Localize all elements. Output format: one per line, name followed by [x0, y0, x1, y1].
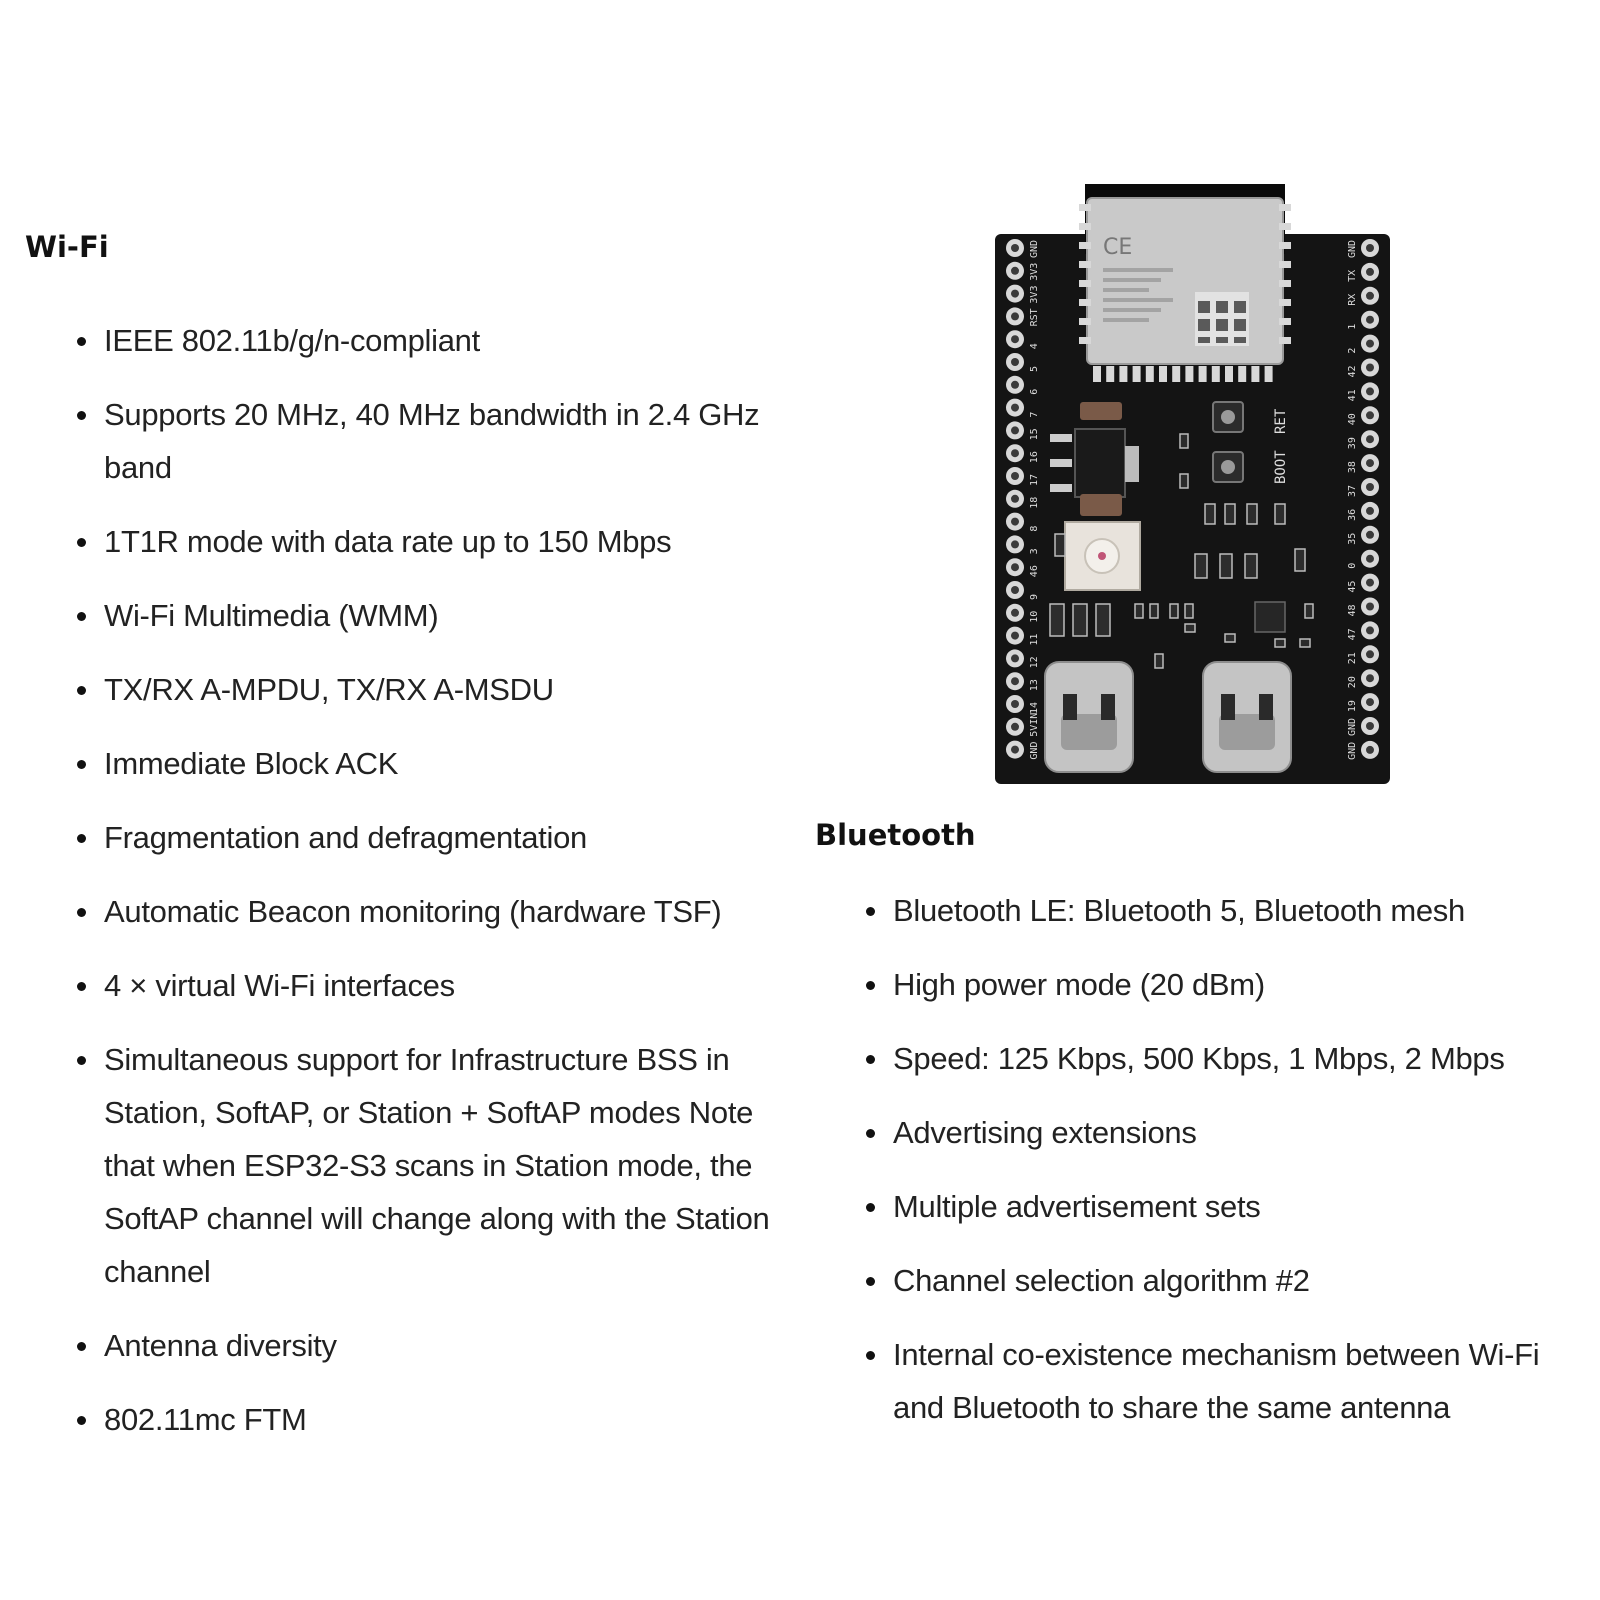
usb-c-contact	[1101, 694, 1115, 720]
pin-label: RST	[1029, 308, 1040, 327]
pin-label: 19	[1347, 700, 1358, 713]
pin-label: 8	[1029, 525, 1040, 532]
smd-component	[1180, 434, 1188, 448]
qr-cell	[1234, 307, 1240, 313]
castellated-pad	[1185, 366, 1193, 382]
smd-component	[1185, 604, 1193, 618]
pad-hole	[1366, 411, 1374, 419]
pad-hole	[1366, 483, 1374, 491]
pad-hole	[1366, 555, 1374, 563]
wifi-heading: Wi-Fi	[25, 230, 109, 264]
esp32-s3-board-image	[985, 184, 1400, 789]
pin-label: 10	[1029, 610, 1040, 623]
qr-cell	[1216, 325, 1222, 331]
pin-label: 13	[1029, 679, 1040, 692]
castellated-pad	[1079, 337, 1091, 344]
smd-component	[1073, 604, 1087, 636]
pin-label: 39	[1347, 437, 1358, 450]
qr-cell	[1222, 325, 1228, 331]
smd-component	[1205, 504, 1215, 524]
list-item: Speed: 125 Kbps, 500 Kbps, 1 Mbps, 2 Mbps	[866, 1032, 1571, 1085]
qr-cell	[1240, 319, 1246, 325]
pad-hole	[1366, 459, 1374, 467]
castellated-pad	[1119, 366, 1127, 382]
module-text-line	[1103, 288, 1149, 292]
pad-hole	[1011, 563, 1019, 571]
list-item: Fragmentation and defragmentation	[77, 811, 797, 864]
capacitor	[1080, 402, 1122, 420]
smd-component	[1275, 639, 1285, 647]
pad-hole	[1011, 358, 1019, 366]
pad-hole	[1366, 698, 1374, 706]
pad-hole	[1366, 674, 1374, 682]
castellated-pad	[1079, 242, 1091, 249]
castellated-pad	[1159, 366, 1167, 382]
pin-label: 46	[1029, 565, 1040, 578]
pad-hole	[1366, 364, 1374, 372]
wifi-feature-list	[77, 314, 797, 1467]
qr-cell	[1222, 307, 1228, 313]
qr-cell	[1234, 301, 1240, 307]
castellated-pad	[1212, 366, 1220, 382]
pad-hole	[1366, 244, 1374, 252]
qr-cell	[1216, 301, 1222, 307]
pin-label: 3	[1029, 548, 1040, 555]
list-item: Channel selection algorithm #2	[866, 1254, 1571, 1307]
castellated-pad	[1225, 366, 1233, 382]
qr-cell	[1198, 301, 1204, 307]
pad-hole	[1011, 723, 1019, 731]
qr-cell	[1204, 301, 1210, 307]
smd-component	[1295, 549, 1305, 571]
pad-hole	[1366, 435, 1374, 443]
list-item: Bluetooth LE: Bluetooth 5, Bluetooth mesh	[866, 884, 1571, 937]
pin-label: 0	[1347, 562, 1358, 569]
castellated-pad	[1079, 223, 1091, 230]
qr-cell	[1222, 319, 1228, 325]
boot-button-cap	[1221, 410, 1235, 424]
pad-hole	[1366, 603, 1374, 611]
list-item: Wi-Fi Multimedia (WMM)	[77, 589, 797, 642]
castellated-pad	[1238, 366, 1246, 382]
list-item: TX/RX A-MPDU, TX/RX A-MSDU	[77, 663, 797, 716]
list-item: Antenna diversity	[77, 1319, 797, 1372]
pin-label: 21	[1347, 652, 1358, 665]
qr-cell	[1234, 337, 1240, 343]
list-item: Multiple advertisement sets	[866, 1180, 1571, 1233]
usb-c-contact	[1063, 694, 1077, 720]
smd-component	[1245, 554, 1257, 578]
smd-component	[1225, 634, 1235, 642]
qr-cell	[1204, 319, 1210, 325]
qr-cell	[1216, 337, 1222, 343]
pad-hole	[1011, 495, 1019, 503]
castellated-pad	[1079, 204, 1091, 211]
castellated-pad	[1279, 299, 1291, 306]
pin-label: 37	[1347, 484, 1358, 497]
pin-label: 48	[1347, 604, 1358, 617]
qr-cell	[1216, 319, 1222, 325]
pin-label: 36	[1347, 508, 1358, 521]
regulator-pin	[1050, 434, 1072, 442]
list-item: 4 × virtual Wi-Fi interfaces	[77, 959, 797, 1012]
regulator-pin	[1050, 484, 1072, 492]
castellated-pad	[1172, 366, 1180, 382]
castellated-pad	[1279, 318, 1291, 325]
pin-label: 47	[1347, 628, 1358, 641]
smd-component	[1150, 604, 1158, 618]
regulator-tab	[1125, 446, 1139, 482]
list-item: Internal co-existence mechanism between Wi-Fi and Bluetooth to share the same antenna	[866, 1328, 1571, 1434]
qr-cell	[1234, 325, 1240, 331]
smd-component	[1155, 654, 1163, 668]
pad-hole	[1011, 244, 1019, 252]
castellated-pad	[1106, 366, 1114, 382]
pad-hole	[1011, 654, 1019, 662]
smd-component	[1225, 504, 1235, 524]
pad-hole	[1011, 381, 1019, 389]
castellated-pad	[1079, 261, 1091, 268]
qr-cell	[1198, 337, 1204, 343]
bluetooth-heading: Bluetooth	[815, 818, 976, 852]
pad-hole	[1011, 700, 1019, 708]
pin-label: 2	[1347, 347, 1358, 354]
left-header-pads	[1006, 239, 1024, 759]
qr-code	[1195, 292, 1249, 346]
pin-label: GND	[1347, 741, 1358, 760]
led-die	[1098, 552, 1106, 560]
qr-cell	[1198, 325, 1204, 331]
list-item: 802.11mc FTM	[77, 1393, 797, 1446]
pin-label: GND	[1029, 239, 1040, 258]
pad-hole	[1366, 746, 1374, 754]
pin-label: 9	[1029, 593, 1040, 600]
list-item: Advertising extensions	[866, 1106, 1571, 1159]
pin-label: 17	[1029, 473, 1040, 486]
capacitor	[1080, 494, 1122, 516]
castellated-pad	[1079, 299, 1091, 306]
list-item: Immediate Block ACK	[77, 737, 797, 790]
reset-label: RET	[1273, 408, 1289, 434]
castellated-pad	[1279, 242, 1291, 249]
pad-hole	[1011, 267, 1019, 275]
pad-hole	[1366, 507, 1374, 515]
pad-hole	[1366, 292, 1374, 300]
pin-label: 4	[1029, 343, 1040, 350]
pin-label: 6	[1029, 388, 1040, 395]
qr-cell	[1222, 301, 1228, 307]
pad-hole	[1366, 626, 1374, 634]
smd-component	[1055, 534, 1065, 556]
list-item: Simultaneous support for Infrastructure BSS in Station, SoftAP, or Station + SoftAP modes Note that when ESP32-S3 scans in Station mode, the SoftAP channel will change along with the Station channel	[77, 1033, 797, 1298]
pin-label: 20	[1347, 676, 1358, 689]
castellated-pad	[1279, 261, 1291, 268]
pad-hole	[1366, 316, 1374, 324]
pin-label: 3V3	[1029, 262, 1040, 281]
pin-label: 35	[1347, 532, 1358, 545]
pad-hole	[1011, 449, 1019, 457]
castellated-pad	[1279, 223, 1291, 230]
pin-label: GND	[1029, 741, 1040, 760]
castellated-pad	[1199, 366, 1207, 382]
pin-label: 40	[1347, 413, 1358, 426]
list-item: Automatic Beacon monitoring (hardware TSF)	[77, 885, 797, 938]
castellated-pad	[1146, 366, 1154, 382]
list-item: Supports 20 MHz, 40 MHz bandwidth in 2.4 GHz band	[77, 388, 797, 494]
pad-hole	[1366, 722, 1374, 730]
pin-label: GND	[1347, 239, 1358, 258]
pin-label: GND	[1347, 717, 1358, 736]
smd-component	[1135, 604, 1143, 618]
module-text-line	[1103, 278, 1161, 282]
pad-hole	[1011, 426, 1019, 434]
module-text-line	[1103, 268, 1173, 272]
voltage-regulator	[1075, 429, 1125, 497]
pin-label: 18	[1029, 496, 1040, 509]
qr-cell	[1240, 337, 1246, 343]
pad-hole	[1366, 531, 1374, 539]
smd-component	[1247, 504, 1257, 524]
smd-component	[1050, 604, 1064, 636]
pin-label: 15	[1029, 428, 1040, 441]
list-item: High power mode (20 dBm)	[866, 958, 1571, 1011]
pad-hole	[1011, 632, 1019, 640]
pad-hole	[1366, 268, 1374, 276]
list-item: IEEE 802.11b/g/n-compliant	[77, 314, 797, 367]
qr-cell	[1198, 307, 1204, 313]
regulator-pin	[1050, 459, 1072, 467]
pin-label: TX	[1347, 269, 1358, 282]
module-text-line	[1103, 318, 1149, 322]
pin-label: 3V3	[1029, 285, 1040, 304]
pin-label: 5VIN	[1029, 712, 1040, 737]
list-item: 1T1R mode with data rate up to 150 Mbps	[77, 515, 797, 568]
smd-component	[1185, 624, 1195, 632]
pin-label: 12	[1029, 656, 1040, 669]
qr-cell	[1222, 337, 1228, 343]
pad-hole	[1011, 540, 1019, 548]
smd-component	[1300, 639, 1310, 647]
qr-cell	[1204, 325, 1210, 331]
castellated-pad	[1079, 280, 1091, 287]
usb-c-contact	[1221, 694, 1235, 720]
pin-label: 14	[1029, 701, 1040, 714]
qr-cell	[1240, 307, 1246, 313]
pin-label: 42	[1347, 365, 1358, 378]
pad-hole	[1011, 290, 1019, 298]
pad-hole	[1011, 404, 1019, 412]
castellated-pad	[1079, 318, 1091, 325]
ce-mark: CE	[1103, 235, 1133, 260]
qr-cell	[1204, 307, 1210, 313]
qr-cell	[1234, 319, 1240, 325]
reset-button-cap	[1221, 460, 1235, 474]
pad-hole	[1011, 586, 1019, 594]
qr-cell	[1240, 301, 1246, 307]
pad-hole	[1366, 340, 1374, 348]
pad-hole	[1011, 312, 1019, 320]
pad-hole	[1366, 579, 1374, 587]
boot-label: BOOT	[1273, 450, 1289, 484]
pin-label: 38	[1347, 461, 1358, 474]
pad-hole	[1011, 472, 1019, 480]
castellated-pad	[1251, 366, 1259, 382]
pad-hole	[1011, 518, 1019, 526]
pad-hole	[1366, 387, 1374, 395]
pad-hole	[1011, 609, 1019, 617]
pad-hole	[1011, 335, 1019, 343]
qr-cell	[1198, 319, 1204, 325]
smd-component	[1180, 474, 1188, 488]
castellated-pad	[1265, 366, 1273, 382]
pin-label: 11	[1029, 633, 1040, 646]
castellated-pad	[1093, 366, 1101, 382]
qr-cell	[1240, 325, 1246, 331]
qr-cell	[1216, 307, 1222, 313]
castellated-pad	[1133, 366, 1141, 382]
pin-label: 41	[1347, 389, 1358, 402]
usb-hub-chip	[1255, 602, 1285, 632]
castellated-pad	[1279, 204, 1291, 211]
pin-label: 16	[1029, 451, 1040, 464]
smd-component	[1305, 604, 1313, 618]
pad-hole	[1366, 650, 1374, 658]
smd-component	[1096, 604, 1110, 636]
castellated-pad	[1279, 280, 1291, 287]
pad-hole	[1011, 677, 1019, 685]
pin-label: RX	[1347, 293, 1358, 306]
smd-component	[1170, 604, 1178, 618]
qr-cell	[1204, 337, 1210, 343]
module-text-line	[1103, 308, 1161, 312]
castellated-pad	[1279, 337, 1291, 344]
pin-label: 45	[1347, 580, 1358, 593]
pin-label: 5	[1029, 365, 1040, 372]
pin-label: 1	[1347, 323, 1358, 330]
pin-label: 7	[1029, 411, 1040, 418]
module-text-line	[1103, 298, 1173, 302]
smd-component	[1195, 554, 1207, 578]
usb-c-contact	[1259, 694, 1273, 720]
smd-component	[1275, 504, 1285, 524]
smd-component	[1220, 554, 1232, 578]
pad-hole	[1011, 746, 1019, 754]
bluetooth-feature-list	[866, 884, 1571, 1455]
